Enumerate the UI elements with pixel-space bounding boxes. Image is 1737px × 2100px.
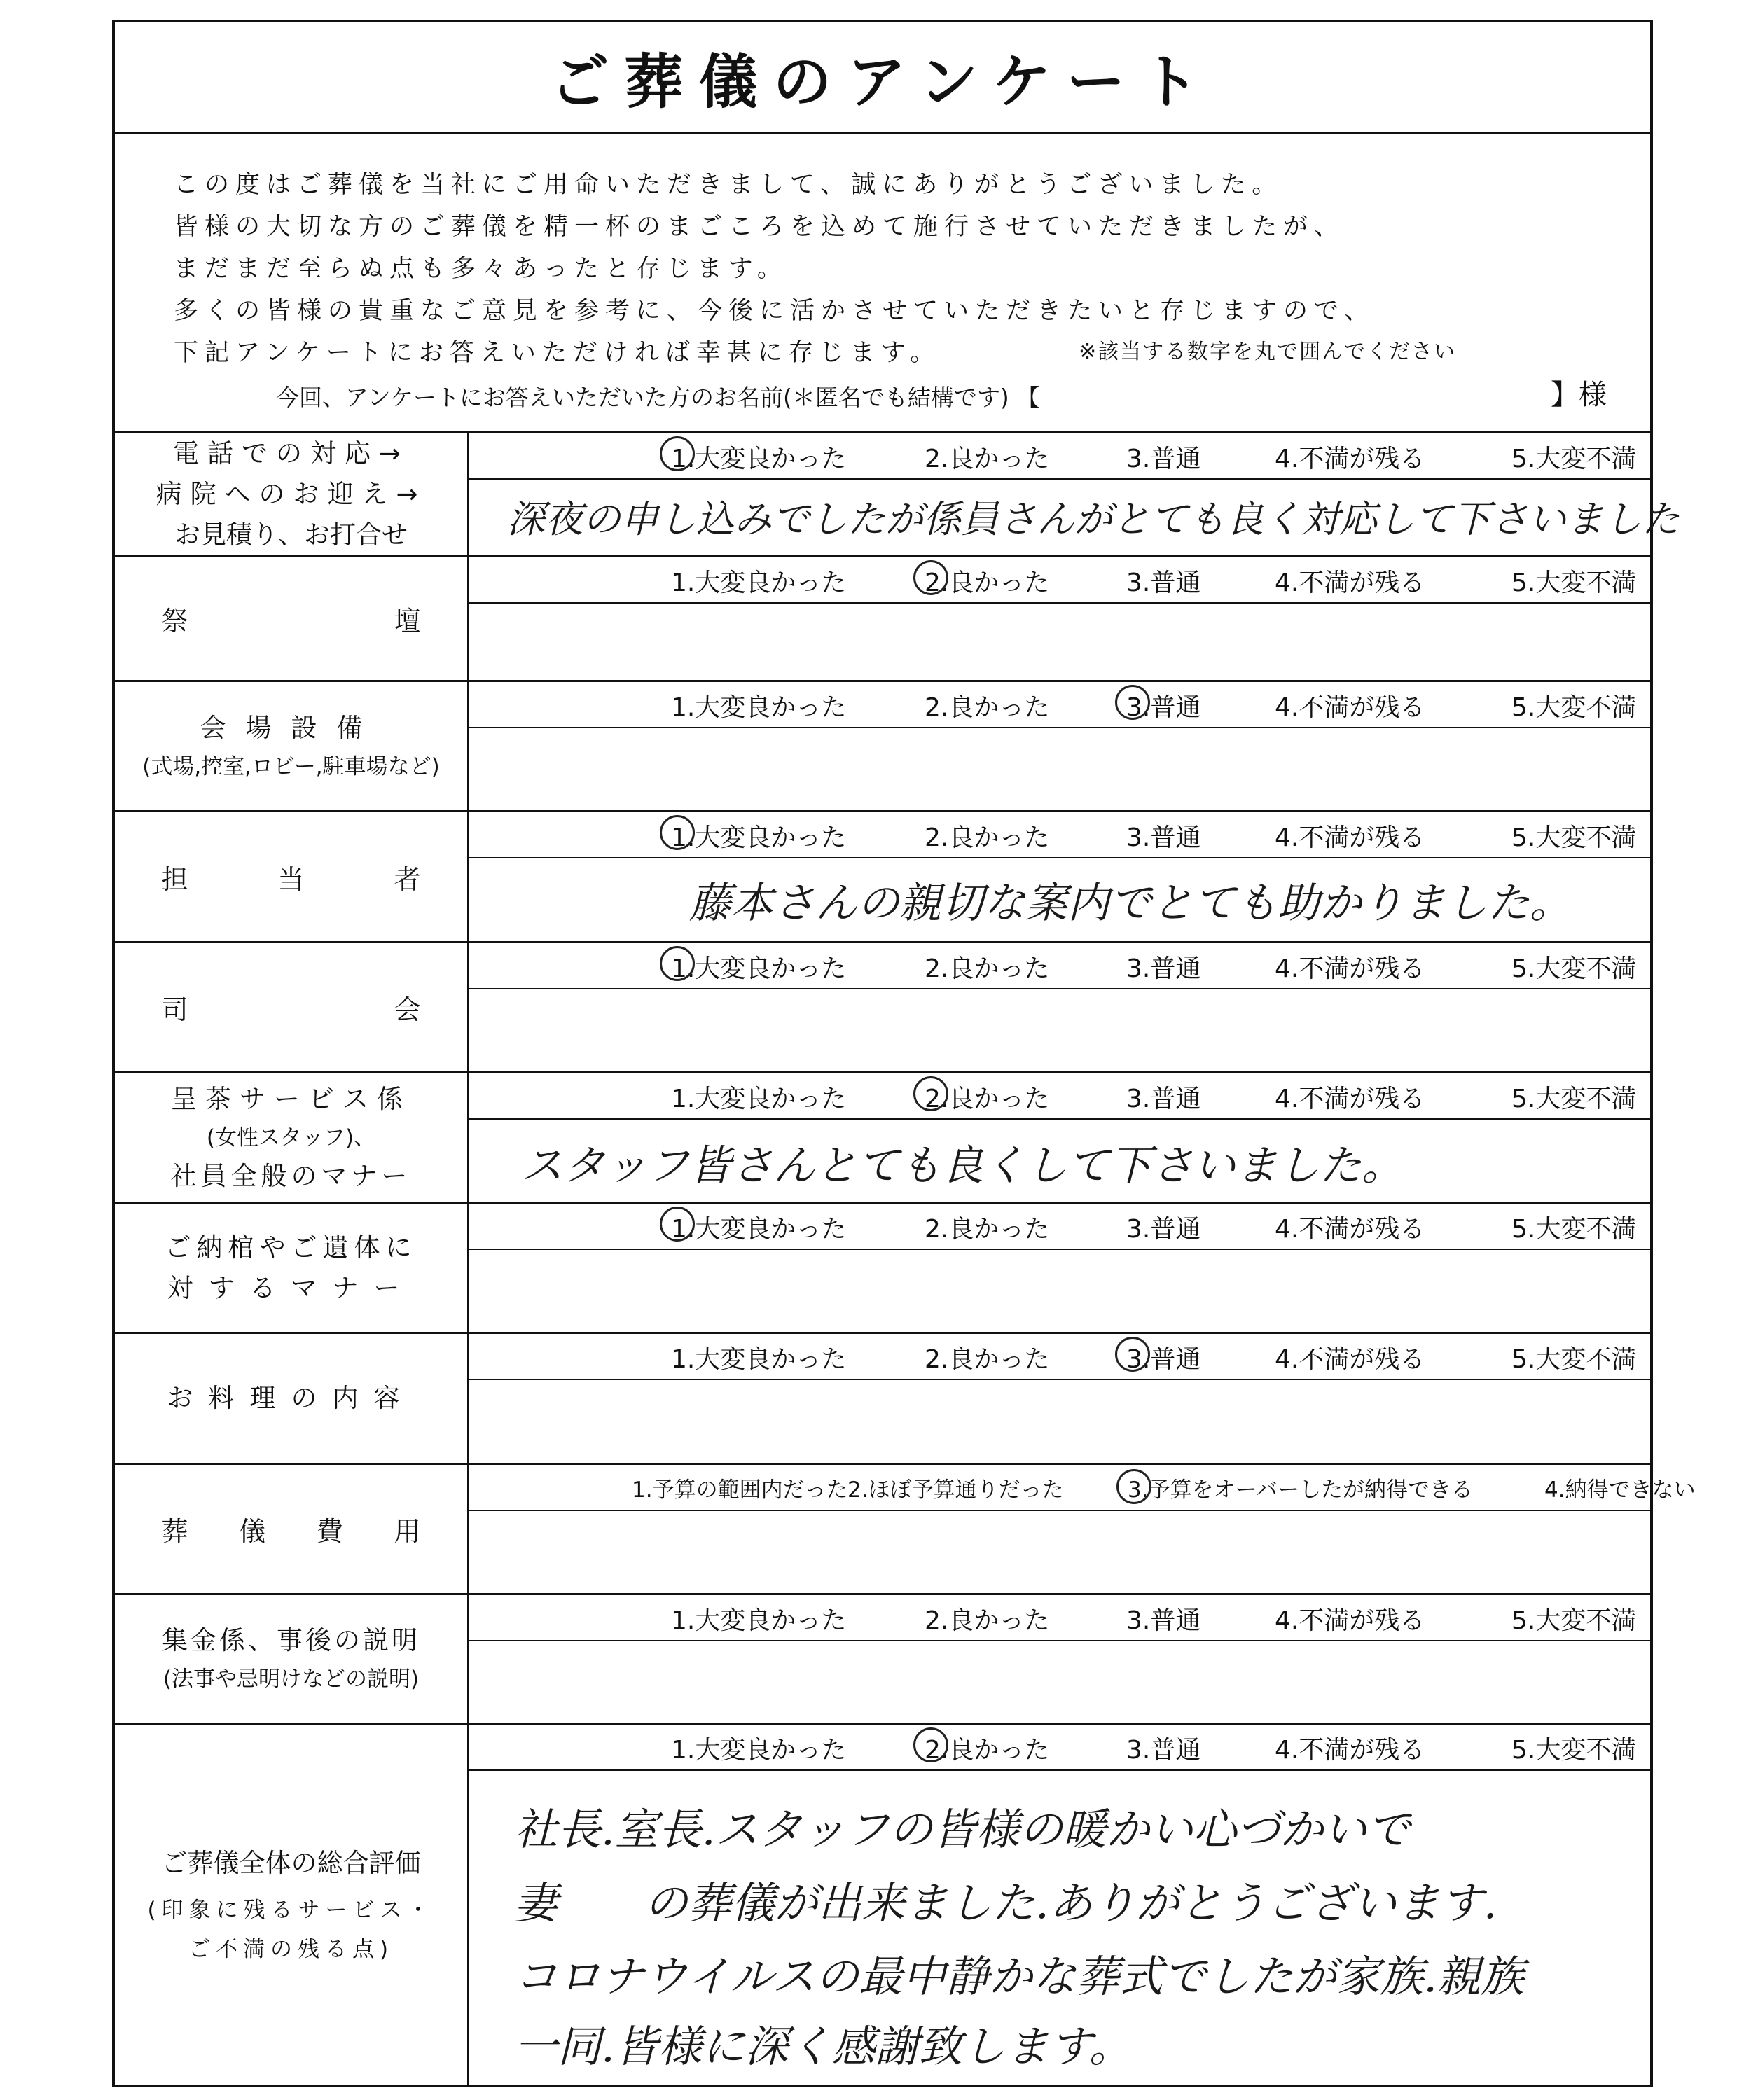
rating-option-3[interactable] bbox=[1126, 1340, 1200, 1375]
row-label bbox=[115, 1465, 469, 1593]
rating-option-3[interactable] bbox=[1126, 1601, 1200, 1636]
intro-line: 多くの皆様の貴重なご意見を参考に、今後に活かさせていただきたいと存じますので、 bbox=[174, 297, 1376, 325]
rating-option-4[interactable] bbox=[1275, 1340, 1425, 1375]
rating-option-label: 4.不満が残る bbox=[1275, 693, 1425, 722]
selected-circle-mark bbox=[1115, 685, 1150, 720]
rating-option-4[interactable] bbox=[1275, 1601, 1425, 1636]
row-label-line: 対するマナー bbox=[167, 1272, 415, 1303]
intro-line: まだまだ至らぬ点も多々あったと存じます。 bbox=[174, 255, 788, 283]
survey-row-venue bbox=[115, 682, 1650, 812]
survey-row-encoffining bbox=[115, 1204, 1650, 1334]
rating-options bbox=[469, 1204, 1650, 1250]
rating-option-label: 1.予算の範囲内だった bbox=[632, 1477, 848, 1503]
rating-option-1[interactable] bbox=[671, 1601, 846, 1636]
rating-option-3[interactable] bbox=[1128, 1472, 1473, 1503]
rating-option-5[interactable] bbox=[1511, 1340, 1636, 1375]
row-label bbox=[115, 812, 469, 941]
rating-option-1[interactable] bbox=[671, 949, 846, 985]
rating-option-2[interactable] bbox=[847, 1472, 1064, 1503]
rating-option-5[interactable] bbox=[1511, 818, 1636, 854]
rating-option-4[interactable] bbox=[1275, 949, 1425, 985]
rating-option-label: 3.普通 bbox=[1126, 1606, 1201, 1635]
rating-option-2[interactable] bbox=[925, 1601, 1049, 1636]
rating-option-label: 3.普通 bbox=[1126, 1085, 1201, 1113]
rating-option-2[interactable] bbox=[925, 1079, 1049, 1115]
rating-option-label: 2.良かった bbox=[925, 954, 1050, 983]
survey-row-altar bbox=[115, 557, 1650, 682]
rating-option-label: 5.大変不満 bbox=[1511, 1345, 1637, 1374]
rating-option-label: 2.良かった bbox=[925, 1215, 1050, 1244]
rating-option-2[interactable] bbox=[925, 1730, 1049, 1766]
rating-option-label: 3.普通 bbox=[1126, 1345, 1201, 1374]
rating-option-label: 4.不満が残る bbox=[1275, 569, 1425, 597]
respondent-name-field[interactable] bbox=[1047, 396, 1484, 408]
row-label-line: お見積り、お打合せ bbox=[174, 520, 408, 550]
rating-option-label: 1.大変良かった bbox=[671, 569, 847, 597]
rating-option-label: 3.普通 bbox=[1126, 569, 1201, 597]
row-label-line: お料理の内容 bbox=[167, 1383, 415, 1413]
selected-circle-mark bbox=[1116, 1469, 1151, 1504]
row-label-justified bbox=[162, 599, 421, 638]
row-label-justified bbox=[162, 858, 421, 896]
rating-option-2[interactable] bbox=[925, 688, 1049, 723]
row-label bbox=[115, 1073, 469, 1202]
rating-option-label: 1.大変良かった bbox=[671, 445, 847, 473]
rating-options bbox=[469, 682, 1650, 728]
row-label bbox=[115, 682, 469, 810]
rating-option-4[interactable] bbox=[1544, 1472, 1696, 1503]
rating-option-3[interactable] bbox=[1126, 1730, 1200, 1766]
rating-option-label: 3.普通 bbox=[1126, 1215, 1201, 1244]
rating-option-1[interactable] bbox=[671, 1209, 846, 1245]
rating-option-2[interactable] bbox=[925, 1340, 1049, 1375]
rating-option-label: 3.予算をオーバーしたが納得できる bbox=[1128, 1477, 1474, 1503]
respondent-name-row bbox=[276, 380, 1484, 412]
rating-option-label: 5.大変不満 bbox=[1511, 954, 1637, 983]
handwritten-comment: 妻 の葬儀が出来ました.ありがとうございます. bbox=[514, 1877, 1497, 1928]
rating-options bbox=[469, 943, 1650, 989]
rating-options bbox=[469, 433, 1650, 480]
row-label-char: 葬 bbox=[161, 1516, 188, 1547]
rating-option-2[interactable] bbox=[925, 439, 1049, 475]
rating-option-label: 4.不満が残る bbox=[1275, 823, 1425, 852]
handwritten-comment: 深夜の申し込みでしたが係員さんがとても良く対応して下さいました bbox=[507, 497, 1680, 541]
rating-option-label: 3.普通 bbox=[1126, 1736, 1201, 1765]
rating-options bbox=[469, 1073, 1650, 1120]
rating-option-label: 2.良かった bbox=[925, 823, 1050, 852]
rating-option-3[interactable] bbox=[1126, 439, 1200, 475]
row-label bbox=[115, 1595, 469, 1723]
row-label-sub: (法事や忌明けなどの説明) bbox=[162, 1667, 420, 1692]
row-label bbox=[115, 1204, 469, 1332]
rating-options bbox=[469, 1595, 1650, 1641]
rating-option-label: 1.大変良かった bbox=[671, 1215, 847, 1244]
respondent-name-label: 今回、アンケートにお答えいただいた方のお名前(＊匿名でも結構です) 【 bbox=[276, 384, 1040, 411]
rating-option-label: 4.不満が残る bbox=[1275, 1345, 1425, 1374]
rating-option-5[interactable] bbox=[1511, 563, 1636, 599]
rating-option-label: 1.大変良かった bbox=[671, 1606, 847, 1635]
intro-line: 下記アンケートにお答えいただければ幸甚に存じます。 bbox=[174, 339, 941, 367]
rating-option-5[interactable] bbox=[1511, 1079, 1636, 1115]
selected-circle-mark bbox=[660, 815, 695, 850]
row-label-char: 会 bbox=[394, 994, 421, 1025]
rating-option-label: 1.大変良かった bbox=[671, 1345, 847, 1374]
rating-option-label: 5.大変不満 bbox=[1511, 1215, 1637, 1244]
rating-option-label: 5.大変不満 bbox=[1511, 693, 1637, 722]
rating-option-label: 1.大変良かった bbox=[671, 693, 847, 722]
title-bar bbox=[115, 22, 1650, 134]
row-label-line: 病院へのお迎え→ bbox=[155, 479, 427, 509]
row-label-char: 費 bbox=[316, 1516, 343, 1547]
rating-option-2[interactable] bbox=[925, 563, 1049, 599]
rating-option-label: 3.普通 bbox=[1126, 693, 1201, 722]
rating-option-5[interactable] bbox=[1511, 1209, 1636, 1245]
rating-option-label: 5.大変不満 bbox=[1511, 569, 1637, 597]
row-label-char: 壇 bbox=[394, 606, 421, 637]
rating-option-label: 3.普通 bbox=[1126, 823, 1201, 852]
rating-option-2[interactable] bbox=[925, 949, 1049, 985]
rating-option-5[interactable] bbox=[1511, 949, 1636, 985]
page-title: ご葬儀のアンケート bbox=[550, 48, 1215, 116]
row-label-char: 祭 bbox=[161, 606, 188, 637]
rating-option-3[interactable] bbox=[1126, 563, 1200, 599]
row-label bbox=[115, 557, 469, 680]
rating-option-1[interactable] bbox=[671, 1079, 846, 1115]
rating-option-label: 2.良かった bbox=[925, 1085, 1050, 1113]
handwritten-comment: 社長.室長.スタッフの皆様の暖かい心づかいで bbox=[514, 1804, 1411, 1855]
rating-option-4[interactable] bbox=[1275, 1209, 1425, 1245]
handwritten-comment: 藤本さんの親切な案内でとても助かりました。 bbox=[689, 879, 1572, 928]
rating-option-label: 1.大変良かった bbox=[671, 823, 847, 852]
rating-option-2[interactable] bbox=[925, 818, 1049, 854]
row-label bbox=[115, 1725, 469, 2087]
survey-sheet bbox=[112, 20, 1696, 2087]
rating-option-label: 4.不満が残る bbox=[1275, 1736, 1425, 1765]
rating-option-3[interactable] bbox=[1126, 818, 1200, 854]
rating-option-5[interactable] bbox=[1511, 1730, 1636, 1766]
budget-options bbox=[469, 1465, 1696, 1511]
rating-option-1[interactable] bbox=[671, 818, 846, 854]
survey-row-mc bbox=[115, 943, 1650, 1073]
rating-option-label: 5.大変不満 bbox=[1511, 445, 1637, 473]
survey-row-tea-service bbox=[115, 1073, 1650, 1204]
rating-option-1[interactable] bbox=[632, 1472, 848, 1503]
row-label-sub: (印象に残るサービス・ご不満の残る点) bbox=[147, 1898, 435, 1962]
survey-row-overall bbox=[115, 1725, 1650, 2087]
selected-circle-mark bbox=[913, 1727, 948, 1762]
rating-option-label: 2.良かった bbox=[925, 1345, 1050, 1374]
rating-option-label: 5.大変不満 bbox=[1511, 1606, 1637, 1635]
selected-circle-mark bbox=[660, 1207, 695, 1242]
row-label-sub: (女性スタッフ)、 bbox=[206, 1125, 376, 1150]
row-label-line: 電話での対応→ bbox=[172, 438, 409, 468]
rating-option-label: 2.ほぼ予算通りだった bbox=[847, 1477, 1064, 1503]
rating-option-label: 1.大変良かった bbox=[671, 1085, 847, 1113]
rating-option-label: 5.大変不満 bbox=[1511, 1736, 1637, 1765]
row-label-justified bbox=[162, 988, 421, 1027]
rating-options bbox=[469, 812, 1650, 858]
rating-option-label: 2.良かった bbox=[925, 569, 1050, 597]
rating-option-3[interactable] bbox=[1126, 949, 1200, 985]
rating-option-label: 2.良かった bbox=[925, 693, 1050, 722]
rating-option-1[interactable] bbox=[671, 688, 846, 723]
row-label-sub: (式場,控室,ロビー,駐車場など) bbox=[142, 753, 440, 779]
rating-option-label: 1.大変良かった bbox=[671, 1736, 847, 1765]
rating-option-4[interactable] bbox=[1275, 1079, 1425, 1115]
handwritten-comment: コロナウイルスの最中静かな葬式でしたが家族.親族 bbox=[514, 1951, 1524, 2002]
rating-option-4[interactable] bbox=[1275, 1730, 1425, 1766]
row-label-char: 者 bbox=[394, 863, 421, 895]
rating-options bbox=[469, 1725, 1650, 1771]
rating-option-label: 1.大変良かった bbox=[671, 954, 847, 983]
row-label-line: 集金係、事後の説明 bbox=[162, 1625, 420, 1655]
rating-option-label: 4.不満が残る bbox=[1275, 1606, 1425, 1635]
rating-option-1[interactable] bbox=[671, 1340, 846, 1375]
row-label-line: 社員全般のマナー bbox=[170, 1160, 412, 1191]
row-label-char: 司 bbox=[161, 994, 188, 1025]
rating-option-label: 5.大変不満 bbox=[1511, 823, 1637, 852]
rating-option-label: 3.普通 bbox=[1126, 954, 1201, 983]
rating-options bbox=[469, 557, 1650, 604]
row-label-char: 当 bbox=[277, 863, 305, 895]
rating-option-label: 2.良かった bbox=[925, 445, 1050, 473]
rating-option-1[interactable] bbox=[671, 439, 846, 475]
intro-line: この度はご葬儀を当社にご用命いただきまして、誠にありがとうございました。 bbox=[174, 171, 1283, 199]
intro-line: 皆様の大切な方のご葬儀を精一杯のまごころを込めて施行させていただきましたが、 bbox=[174, 213, 1345, 241]
rating-option-label: 4.不満が残る bbox=[1275, 1085, 1425, 1113]
survey-row-billing bbox=[115, 1595, 1650, 1725]
selected-circle-mark bbox=[660, 946, 695, 981]
row-label bbox=[115, 1334, 469, 1463]
rating-option-label: 3.普通 bbox=[1126, 445, 1201, 473]
row-label-line: ご納棺やご遺体に bbox=[165, 1232, 417, 1263]
handwritten-comment: スタッフ皆さんとても良くして下さいました。 bbox=[521, 1141, 1404, 1190]
selected-circle-mark bbox=[660, 436, 695, 471]
survey-row-phone bbox=[115, 433, 1680, 557]
rating-option-3[interactable] bbox=[1126, 1079, 1200, 1115]
rating-option-3[interactable] bbox=[1126, 688, 1200, 723]
rating-option-5[interactable] bbox=[1511, 688, 1636, 723]
respondent-name-suffix: 】様 bbox=[1551, 379, 1607, 411]
rating-option-4[interactable] bbox=[1275, 818, 1425, 854]
rating-option-label: 4.不満が残る bbox=[1275, 954, 1425, 983]
rating-option-label: 4.不満が残る bbox=[1275, 445, 1425, 473]
selected-circle-mark bbox=[1115, 1337, 1150, 1372]
rating-option-5[interactable] bbox=[1511, 439, 1636, 475]
rating-option-label: 5.大変不満 bbox=[1511, 1085, 1637, 1113]
selected-circle-mark bbox=[913, 560, 948, 595]
rating-option-label: 2.良かった bbox=[925, 1606, 1050, 1635]
row-label bbox=[115, 433, 469, 555]
row-label-line: 呈茶サービス係 bbox=[171, 1083, 411, 1114]
row-label-line: 会場設備 bbox=[200, 712, 382, 743]
rating-option-4[interactable] bbox=[1275, 439, 1425, 475]
instruction-note: ※該当する数字を丸で囲んでください bbox=[1079, 340, 1457, 364]
survey-row-staff-in-charge bbox=[115, 812, 1650, 943]
row-label-char: 担 bbox=[161, 863, 188, 895]
handwritten-comment: 一同.皆様に深く感謝致します。 bbox=[514, 2021, 1133, 2072]
survey-row-cuisine bbox=[115, 1334, 1650, 1465]
rating-option-4[interactable] bbox=[1275, 563, 1425, 599]
survey-row-funeral-cost bbox=[115, 1465, 1696, 1595]
rating-option-label: 4.納得できない bbox=[1544, 1477, 1696, 1503]
rating-options bbox=[469, 1334, 1650, 1380]
row-label-line: ご葬儀全体の総合評価 bbox=[161, 1848, 421, 1878]
intro-section bbox=[115, 134, 1650, 433]
rating-option-label: 4.不満が残る bbox=[1275, 1215, 1425, 1244]
rating-option-5[interactable] bbox=[1511, 1601, 1636, 1636]
row-label-char: 用 bbox=[394, 1516, 421, 1547]
row-label bbox=[115, 943, 469, 1071]
rating-option-2[interactable] bbox=[925, 1209, 1049, 1245]
rating-option-4[interactable] bbox=[1275, 688, 1425, 723]
rating-option-1[interactable] bbox=[671, 563, 846, 599]
rating-option-3[interactable] bbox=[1126, 1209, 1200, 1245]
selected-circle-mark bbox=[913, 1076, 948, 1111]
row-label-char: 儀 bbox=[239, 1516, 266, 1547]
rating-option-label: 2.良かった bbox=[925, 1736, 1050, 1765]
rating-option-1[interactable] bbox=[671, 1730, 846, 1766]
row-label-justified bbox=[162, 1510, 421, 1548]
